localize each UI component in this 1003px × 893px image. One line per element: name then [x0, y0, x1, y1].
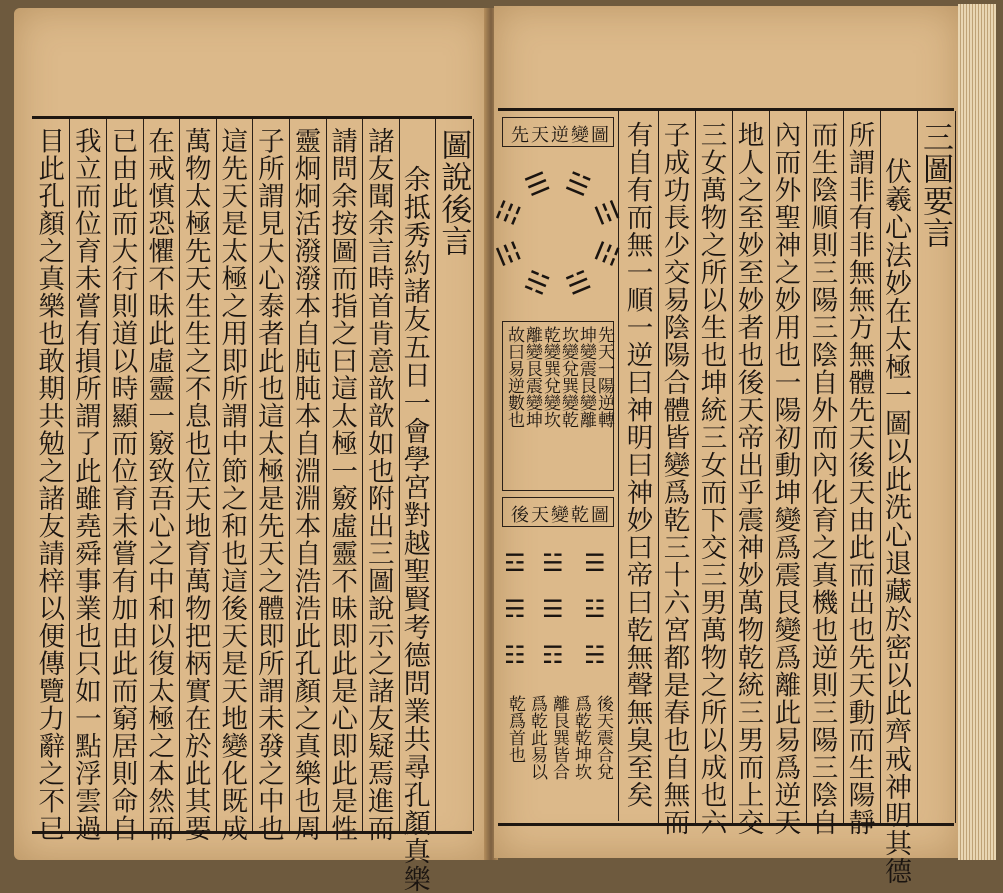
trigram-symbol: ☴	[504, 595, 526, 623]
trigram-symbol: ☵	[521, 262, 555, 300]
left-page-frame	[32, 116, 472, 893]
right-text-line: 伏羲心法妙在太極一圖以此洗心退藏於密以此齊戒神明其德	[880, 157, 911, 885]
trigram-symbol: ☱	[561, 166, 595, 204]
left-text-line: 目此孔顏之真樂也敢期共勉之諸友請梓以便傳覽力辭之不已	[33, 127, 65, 842]
trigram-symbol: ☷	[491, 196, 528, 230]
diagram-top-note: 坎變兌巽變乾	[558, 326, 578, 428]
right-text-line: 地人之至妙至妙者也後天帝出乎震神妙萬物乾統三男而上交	[732, 121, 764, 836]
left-text-line: 萬物太極先天生生之不息也位天地育萬物把柄實在於此其要	[179, 127, 211, 842]
left-text-line: 靈炯炯活潑潑本自肫肫本自淵淵本自浩浩此孔顏之真樂也周	[289, 127, 321, 842]
left-text-line: 余抵秀約諸友五日一會學宮對越聖賢考德問業共尋孔顏真樂	[398, 165, 430, 893]
diagram-bottom-title: 後天變乾圖	[511, 505, 611, 526]
trigram-symbol: ☰	[521, 166, 555, 204]
trigram-symbol: ☳	[584, 595, 606, 623]
right-text-line: 而生陰順則三陽三陰自外而內化育之真機也逆則三陽三陰自	[806, 121, 838, 836]
left-text-line: 在戒慎恐懼不昧此虛靈一竅致吾心之中和以復太極之本然而	[143, 127, 175, 842]
diagram-bottom-note: 爲乾此易以	[527, 695, 547, 780]
page-block-edge	[958, 4, 996, 860]
trigram-symbol: ☰	[584, 549, 606, 577]
left-text-line: 我立而位育未嘗有損所謂了此雖堯舜事業也只如一點浮雲過	[69, 127, 101, 842]
left-page	[14, 8, 490, 893]
diagram-panel	[491, 111, 625, 821]
trigram-symbol: ☴	[561, 262, 595, 300]
trigram-symbol: ☲	[504, 549, 526, 577]
right-page-title: 三圖要言	[917, 121, 953, 249]
right-text-line: 有自有而無一順一逆曰神明曰神妙曰帝曰乾無聲無臭至矣	[621, 121, 653, 809]
right-text-line: 所謂非有非無無方無體先天後天由此而出也先天動而生陽靜	[843, 121, 875, 836]
diagram-top-title-box	[502, 117, 614, 147]
trigram-symbol: ☲	[587, 196, 625, 230]
diagram-top-note: 乾變巽兌變坎	[540, 326, 560, 428]
trigram-symbol: ☷	[504, 641, 526, 669]
trigram-symbol: ☳	[587, 236, 625, 270]
left-text-line: 請問余按圖而指之曰這太極一竅虛靈不昧即此是心即此是性	[326, 127, 358, 842]
diagram-bottom-note: 後天震合兌	[593, 695, 613, 780]
diagram-top-notes-box	[502, 321, 614, 491]
right-text-line: 子成功長少交易陰陽合體皆變爲乾三十六宮都是春也自無而	[658, 121, 690, 836]
diagram-top-note: 坤變震艮變離	[576, 326, 596, 428]
right-page-frame	[491, 108, 954, 885]
diagram-bottom-note: 離艮巽皆合	[549, 695, 569, 780]
trigram-symbol: ☶	[491, 236, 528, 270]
diagram-bottom-note: 乾爲首也	[505, 695, 525, 763]
trigram-symbol: ☰	[542, 595, 564, 623]
left-page-title: 圖說後言	[435, 129, 472, 257]
left-text-line: 諸友聞余言時首肯意歆歆如也附出三圖說示之諸友疑焉進而	[362, 127, 394, 842]
trigram-symbol: ☱	[542, 549, 564, 577]
diagram-top-note: 故曰易逆數也	[504, 326, 524, 428]
trigram-symbol: ☵	[584, 641, 606, 669]
left-text-line: 子所謂見大心泰者此也這太極是先天之體即所謂未發之中也	[252, 127, 284, 842]
diagram-top-title: 先天逆變圖	[511, 125, 611, 146]
diagram-top-note: 先天一陽逆轉	[594, 326, 614, 428]
left-text-line: 已由此而大行則道以時顯而位育未嘗有加由此而窮居則命自	[106, 127, 138, 842]
left-text-line: 這先天是太極之用即所謂中節之和也這後天是天地變化既成	[216, 127, 248, 842]
trigram-symbol: ☶	[542, 641, 564, 669]
diagram-top-note: 離變艮震變坤	[522, 326, 542, 428]
right-page	[491, 6, 960, 885]
right-text-line: 內而外聖神之妙用也一陽初動坤變爲震艮變爲離此易爲逆天	[769, 121, 801, 836]
diagram-bottom-note: 爲乾乾坤坎	[571, 695, 591, 780]
right-text-line: 三女萬物之所以生也坤統三女而下交三男萬物之所以成也六	[695, 121, 727, 836]
diagram-bottom-title-box	[502, 497, 614, 527]
